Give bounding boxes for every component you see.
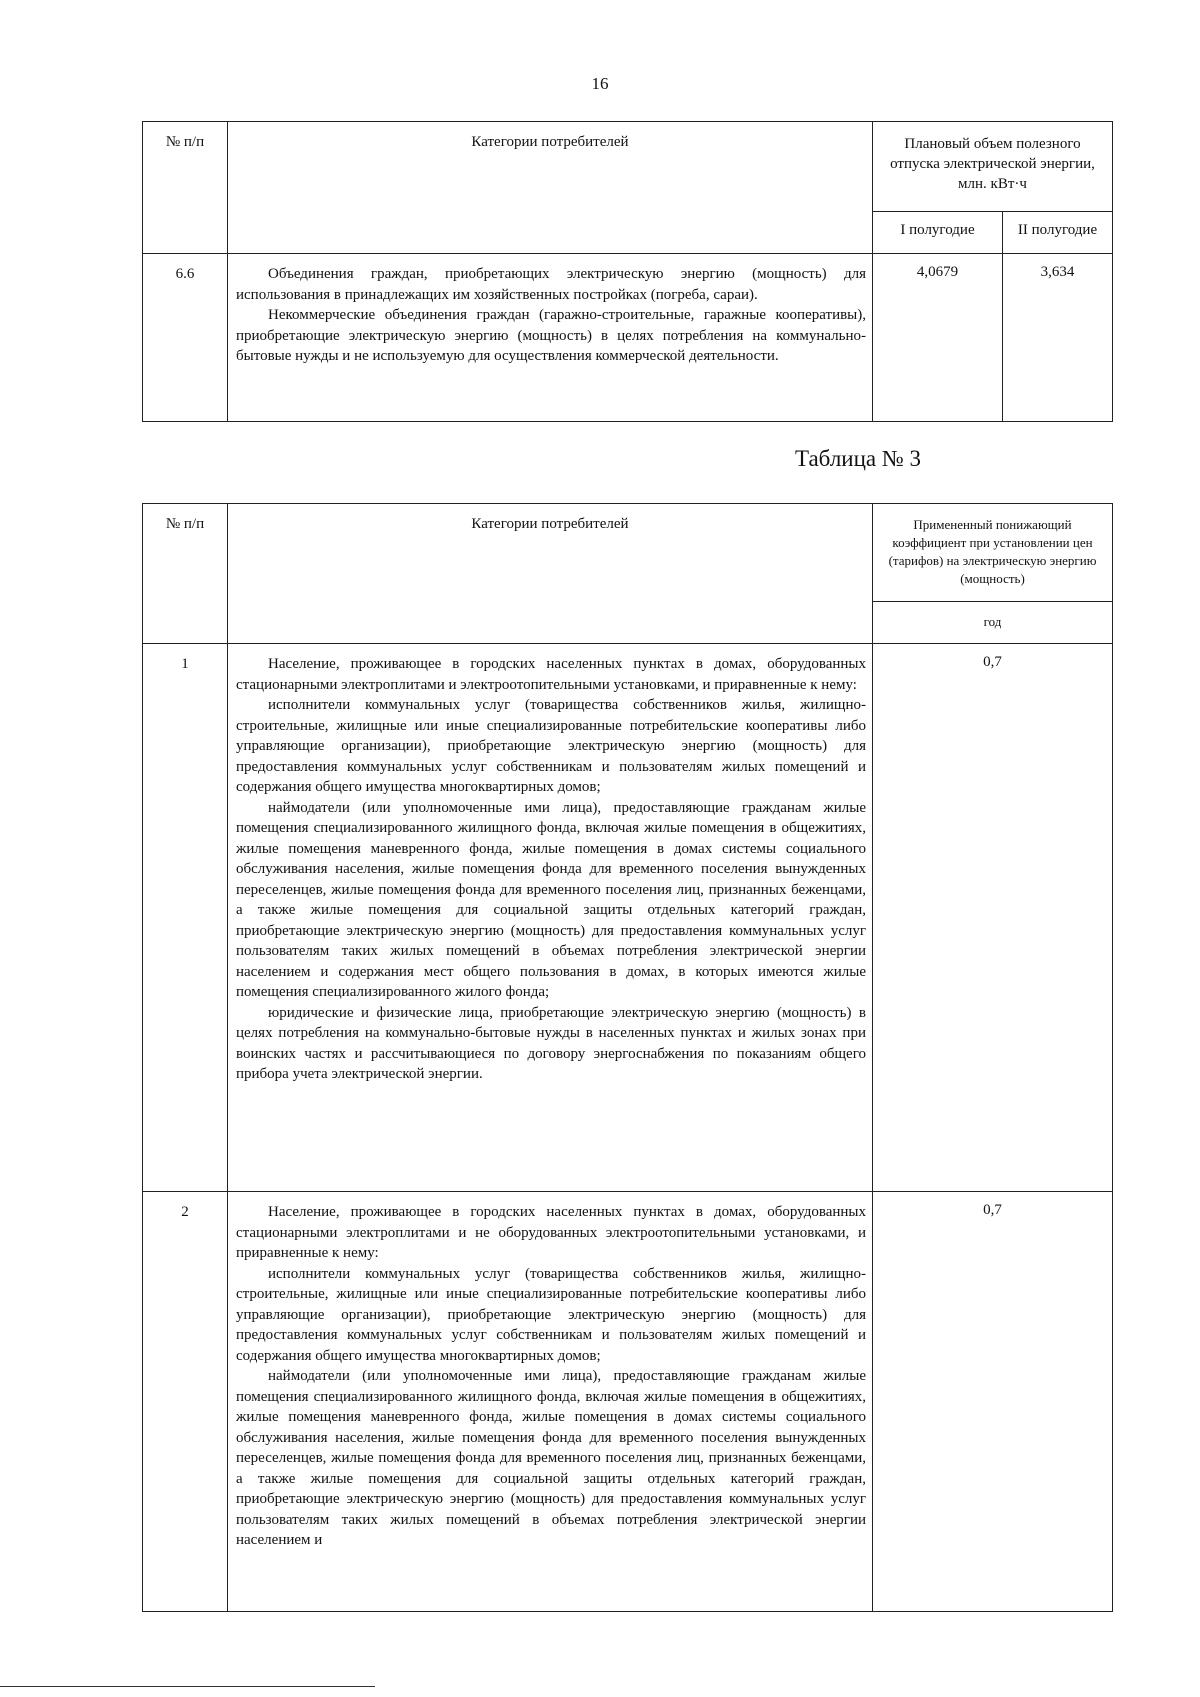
t1-row-half1-value: 4,0679 — [873, 254, 1003, 422]
t2-header-number: № п/п — [143, 504, 228, 644]
t1-header-volume: Плановый объем полезного отпуска электрической энергии, млн. кВт·ч — [873, 122, 1113, 212]
planned-volume-table — [142, 121, 1113, 422]
t1-header-half2: II полугодие — [1003, 212, 1113, 254]
t2-row-coefficient: 0,7 — [873, 644, 1113, 1192]
t2-row-category — [228, 644, 873, 1192]
t2-row-paragraph: юридические и физические лица, приобретающие электрическую энергию (мощность) в целях потребления на коммунально-бытовые нужды в населенных пунктах и жилых зонах при воинских частях и рассчитывающиеся по договору энергоснабжения по показаниям общего прибора учета электрической энергии. — [236, 1004, 866, 1082]
t2-row-number: 1 — [143, 644, 228, 1192]
t2-header-coefficient: Примененный понижающий коэффициент при установлении цен (тарифов) на электрическую энергию (мощность) — [873, 504, 1113, 602]
t2-row-paragraph: исполнители коммунальных услуг (товарищества собственников жилья, жилищно-строительные, жилищные или иные специализированные потребительские кооперативы либо управляющие организации), приобретающие электрическую энергию (мощность) для предоставления коммунальных услуг собственникам и пользователям жилых помещений и содержания общего имущества многоквартирных домов; — [236, 1265, 866, 1364]
t1-header-half1: I полугодие — [873, 212, 1003, 254]
t2-row-paragraph: наймодатели (или уполномоченные ими лица), предоставляющие гражданам жилые помещения специализированного жилищного фонда, включая жилые помещения в общежитиях, жилые помещения маневренного фонда, жилые помещения в домах системы социального обслуживания населения, жилые помещения фонда для временного поселения вынужденных переселенцев, жилые помещения фонда для временного поселения лиц, признанных беженцами, а также жилые помещения для социальной защиты отдельных категорий граждан, приобретающие электрическую энергию (мощность) для предоставления коммунальных услуг пользователям таких жилых помещений в объемах потребления электрической энергии населением и содержания мест общего пользования в домах, в которых имеются жилые помещения специализированного жилого фонда; — [236, 799, 866, 1000]
t1-row-paragraph: Некоммерческие объединения граждан (гаражно-строительные, гаражные кооперативы), приобретающие электрическую энергию (мощность) в целях потребления на коммунально-бытовые нужды и не используемую для осуществления коммерческой деятельности. — [236, 307, 866, 364]
t2-row-paragraph: Население, проживающее в городских населенных пунктах в домах, оборудованных стационарными электроплитами и не оборудованных электроотопительными установками, и приравненные к нему: — [236, 1204, 866, 1261]
coefficient-table — [142, 503, 1113, 1612]
t2-row-paragraph: Население, проживающее в городских населенных пунктах в домах, оборудованных стационарными электроплитами и электроотопительными установками, и приравненные к нему: — [236, 656, 866, 693]
t1-header-number: № п/п — [143, 122, 228, 254]
t2-row-number: 2 — [143, 1192, 228, 1612]
t2-row-category — [228, 1192, 873, 1612]
t1-row-half2-value: 3,634 — [1003, 254, 1113, 422]
t1-header-category: Категории потребителей — [228, 122, 873, 254]
page-number: 16 — [591, 74, 609, 93]
t2-header-year: год — [873, 602, 1113, 644]
t1-row-number: 6.6 — [143, 254, 228, 422]
t2-header-category: Категории потребителей — [228, 504, 873, 644]
t2-row-coefficient: 0,7 — [873, 1192, 1113, 1612]
t2-row-paragraph: исполнители коммунальных услуг (товарищества собственников жилья, жилищно-строительные, жилищные или иные специализированные потребительские кооперативы либо управляющие организации), приобретающие электрическую энергию (мощность) для предоставления коммунальных услуг собственникам и пользователям жилых помещений и содержания общего имущества многоквартирных домов; — [236, 697, 866, 795]
footer-rule — [0, 1686, 375, 1687]
t2-row-paragraph: наймодатели (или уполномоченные ими лица), предоставляющие гражданам жилые помещения специализированного жилищного фонда, включая жилые помещения в общежитиях, жилые помещения маневренного фонда, жилые помещения в домах системы социального обслуживания населения, жилые помещения фонда для временного поселения вынужденных переселенцев, жилые помещения фонда для временного поселения лиц, признанных беженцами, а также жилые помещения для социальной защиты отдельных категорий граждан, приобретающие электрическую энергию (мощность) для предоставления коммунальных услуг пользователям таких жилых помещений в объемах потребления электрической энергии населением и — [236, 1368, 866, 1548]
t1-row-paragraph: Объединения граждан, приобретающих электрическую энергию (мощность) для использования в принадлежащих им хозяйственных постройках (погреба, сараи). — [236, 266, 866, 303]
t1-row-category — [228, 254, 873, 422]
table-caption: Таблица № 3 — [795, 446, 922, 471]
